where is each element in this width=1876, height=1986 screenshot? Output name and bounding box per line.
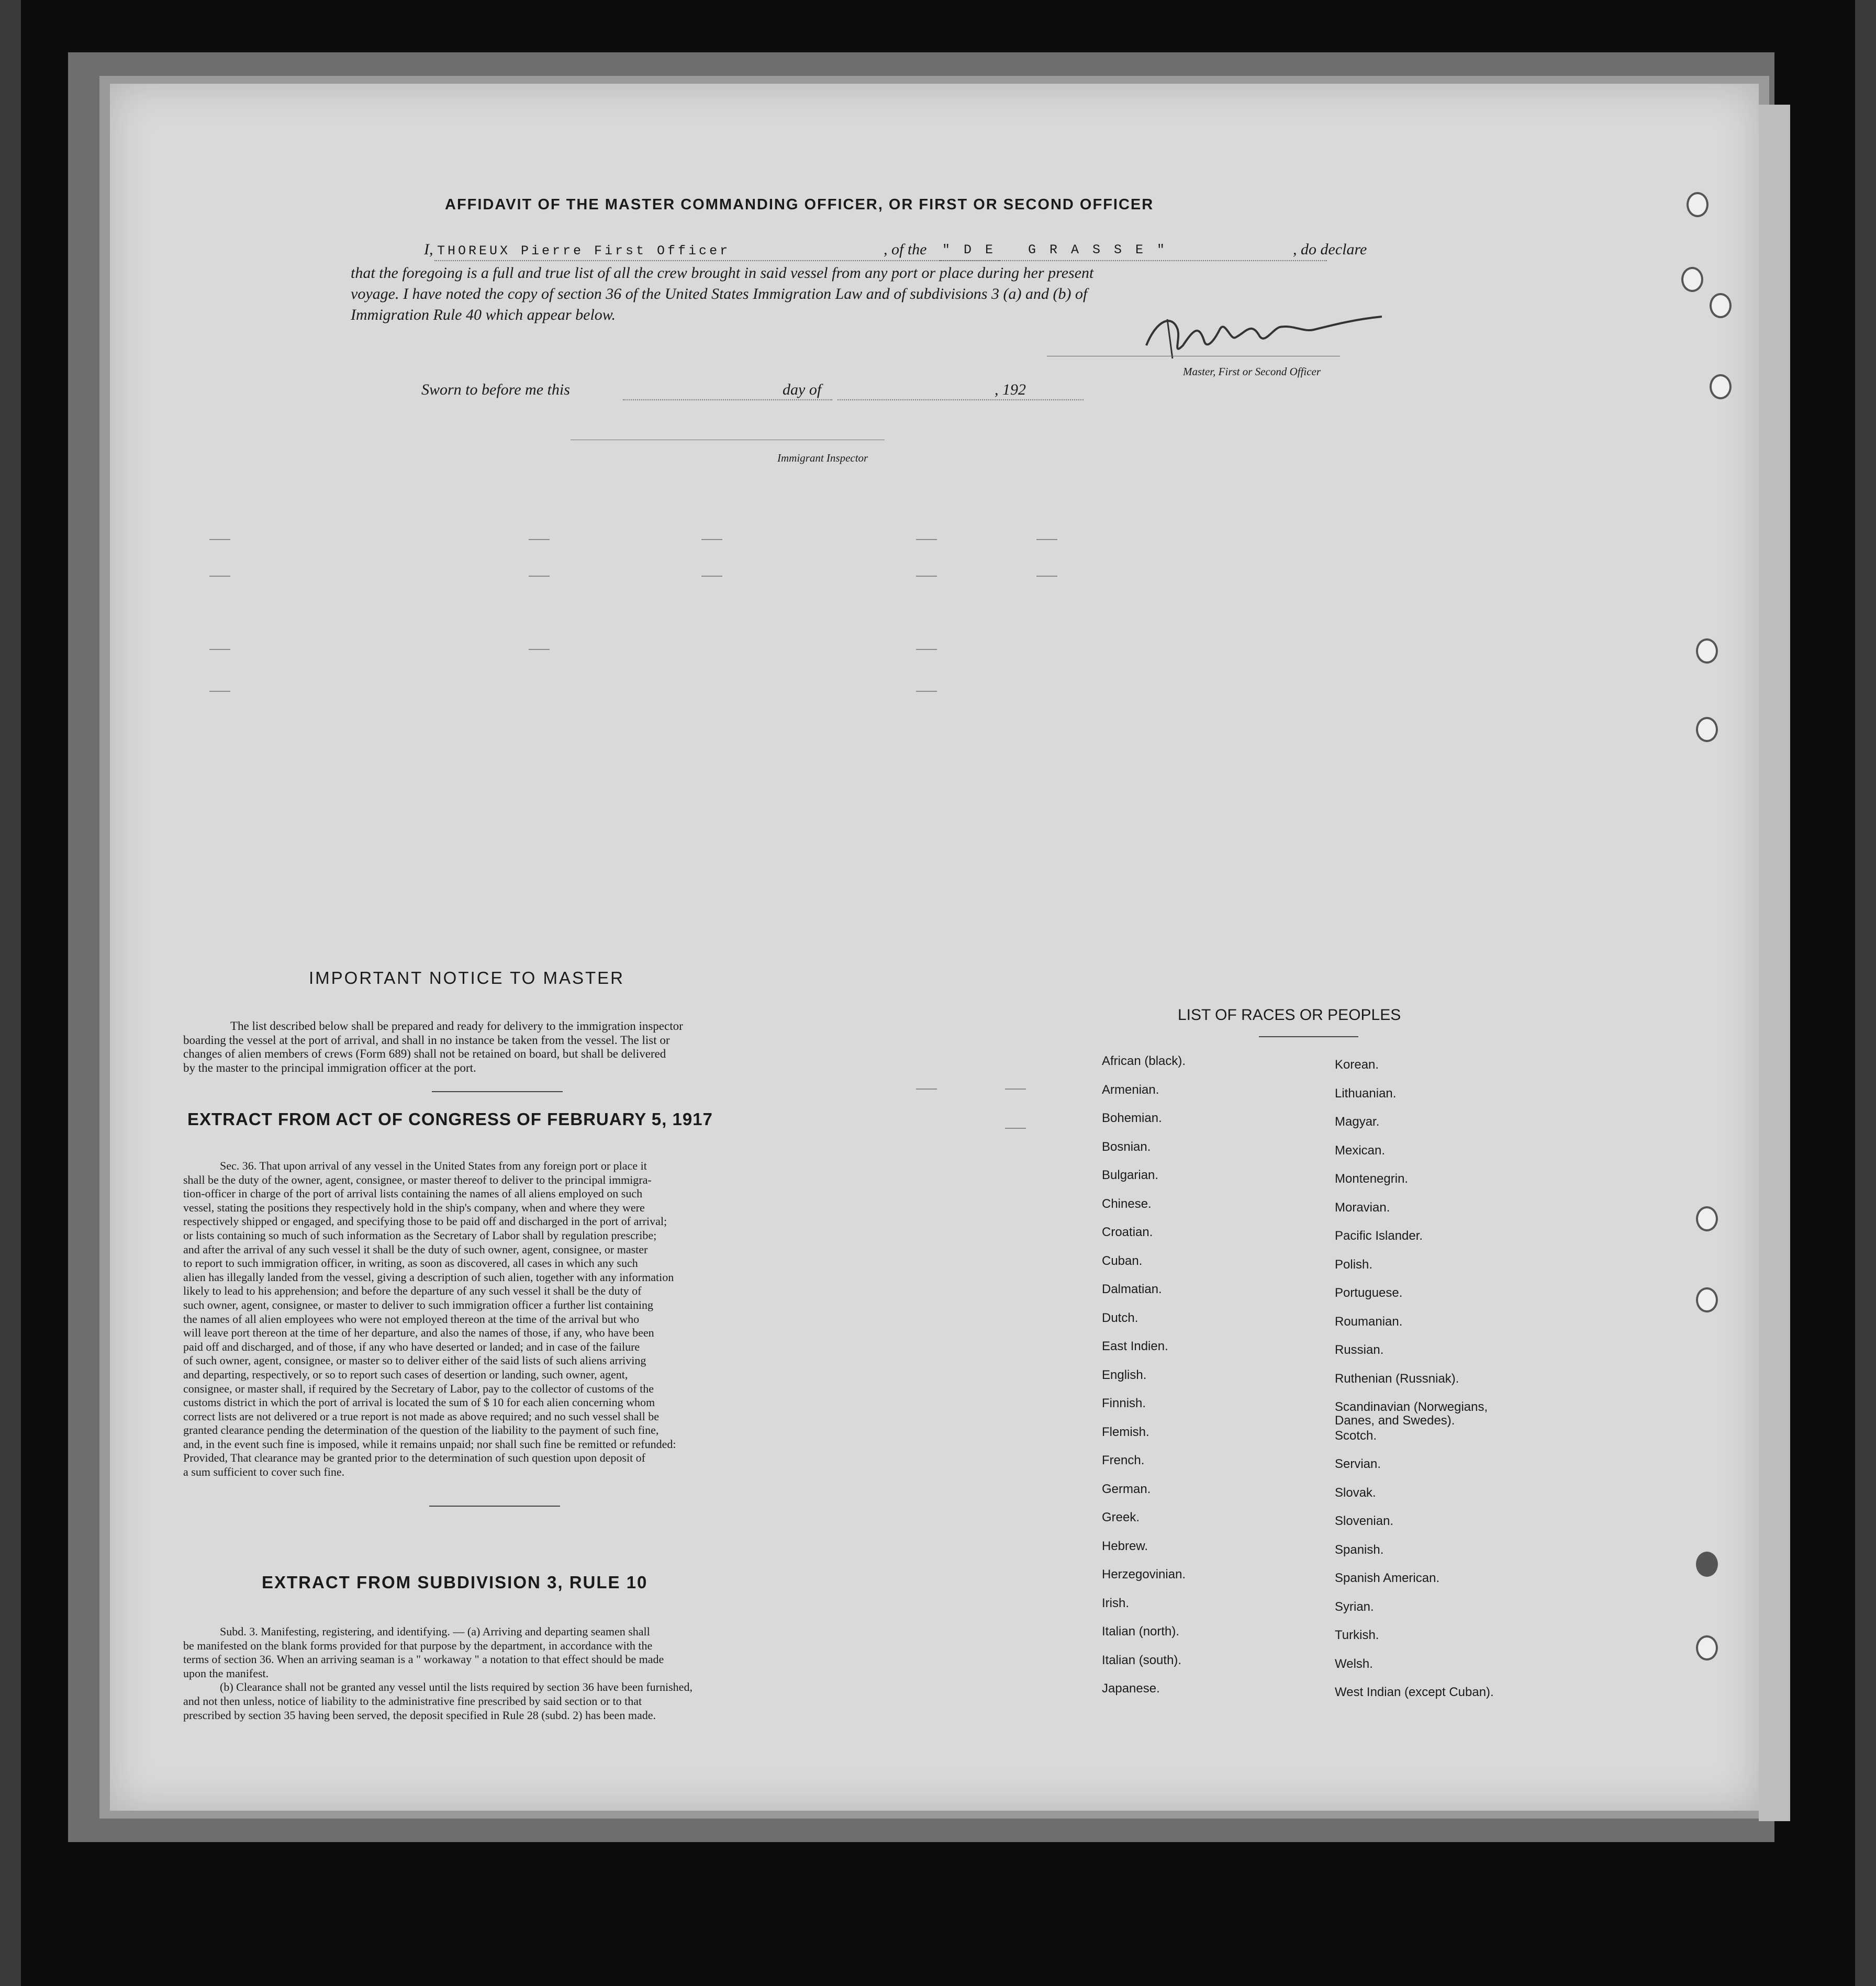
race-item: Montenegrin. [1335, 1172, 1409, 1186]
act-line: tion-officer in charge of the port of arrival lists containing the names of all aliens employed on such [183, 1187, 643, 1200]
race-item: Herzegovinian. [1102, 1567, 1186, 1581]
race-item: Spanish. [1335, 1542, 1384, 1557]
rule-line: be manifested on the blank forms provided for that purpose by the department, in accordance with the [183, 1639, 653, 1652]
notice-line: changes of alien members of crews (Form 689) shall not be retained on board, but shall be delivered [183, 1047, 666, 1061]
race-item: Bosnian. [1102, 1139, 1151, 1154]
act-line: alien has illegally landed from the vessel, giving a description of such alien, together with any information [183, 1270, 674, 1284]
notice-body [183, 1019, 811, 1075]
act-line: likely to lead to his apprehension; and before the departure of any such vessel it shall be the duty of [183, 1284, 642, 1298]
act-line: such owner, agent, consignee, or master to deliver to such immigration officer a further list containing [183, 1298, 654, 1311]
act-line: Sec. 36. That upon arrival of any vessel in the United States from any foreign port or place it [220, 1159, 647, 1172]
bleed-through-mark [209, 691, 230, 692]
race-item: Syrian. [1335, 1599, 1374, 1614]
film-edge-right [1855, 0, 1876, 1986]
bleed-through-mark [529, 539, 550, 540]
race-item: Lithuanian. [1335, 1086, 1397, 1101]
punch-hole [1681, 267, 1703, 292]
race-item: Russian. [1335, 1343, 1384, 1357]
act-extract-title: EXTRACT FROM ACT OF CONGRESS OF FEBRUARY 5, 1917 [187, 1109, 713, 1129]
rule-line: (b) Clearance shall not be granted any vessel until the lists required by section 36 have been furnished, [220, 1680, 693, 1694]
race-item: Flemish. [1102, 1424, 1149, 1439]
act-line: paid off and discharged, and of those, if any who have deserted or landed; and in case of the failure [183, 1340, 640, 1353]
of-the-label: , of the [884, 241, 927, 258]
notice-title: IMPORTANT NOTICE TO MASTER [309, 968, 625, 988]
punch-hole [1696, 1287, 1718, 1312]
race-item: Japanese. [1102, 1681, 1160, 1696]
act-line: granted clearance pending the determination of the question of the liability to the payment of such fine, [183, 1423, 659, 1437]
punch-hole [1696, 717, 1718, 742]
race-item: Slovenian. [1335, 1514, 1394, 1528]
act-line: and, in the event such fine is imposed, while it remains unpaid; nor shall such fine be remitted or refunded: [183, 1437, 676, 1451]
rule-line: terms of section 36. When an arriving seaman is a " workaway " a notation to that effect should be made [183, 1653, 664, 1666]
races-right-column [1335, 1058, 1508, 1714]
act-line: vessel, stating the positions they respectively hold in the ship's company, when and where they were [183, 1200, 645, 1214]
race-item: Hebrew. [1102, 1539, 1148, 1553]
race-item: Armenian. [1102, 1082, 1159, 1097]
act-line: correct lists are not delivered or a true report is not made as above required; and no such vessel shall be [183, 1409, 660, 1423]
bleed-through-mark [529, 576, 550, 577]
race-item: Cuban. [1102, 1253, 1143, 1268]
act-line: and departing, respectively, or so to report such cases of desertion or landing, such owner, agent, [183, 1367, 628, 1381]
act-divider [429, 1506, 560, 1507]
race-item: Portuguese. [1335, 1286, 1403, 1300]
races-divider [1259, 1036, 1358, 1037]
rule-line: prescribed by section 35 having been served, the deposit specified in Rule 28 (subd. 2) has been made. [183, 1708, 656, 1722]
race-item: Irish. [1102, 1596, 1130, 1610]
punch-hole [1696, 1635, 1718, 1660]
punch-hole [1696, 1552, 1718, 1577]
race-item: Magyar. [1335, 1115, 1380, 1129]
race-item: Italian (south). [1102, 1653, 1182, 1667]
bleed-through-mark [701, 539, 722, 540]
race-item: Korean. [1335, 1058, 1379, 1072]
race-item: Scandinavian (Norwegians, Danes, and Swedes). [1335, 1400, 1488, 1428]
act-line: respectively shipped or engaged, and specifying those to be paid off and discharged in the port of arrival; [183, 1215, 667, 1228]
notice-line: by the master to the principal immigration officer at the port. [183, 1061, 476, 1074]
race-item: German. [1102, 1482, 1151, 1496]
act-line: Provided, That clearance may be granted prior to the determination of such question upon deposit of [183, 1451, 646, 1465]
declarant-prefix: I, [424, 241, 433, 258]
sworn-day-line [623, 399, 832, 400]
sworn-month-line [838, 399, 1052, 400]
vessel-name-line [940, 260, 1327, 261]
race-item: Moravian. [1335, 1200, 1390, 1215]
bleed-through-mark [209, 539, 230, 540]
race-item: Mexican. [1335, 1143, 1386, 1158]
affidavit-page [110, 84, 1759, 1811]
race-item: Polish. [1335, 1257, 1373, 1272]
race-item: Bulgarian. [1102, 1168, 1159, 1182]
sworn-prefix: Sworn to before me this [421, 381, 570, 398]
race-item: Chinese. [1102, 1196, 1152, 1211]
act-extract-body [183, 1159, 811, 1479]
race-item: East Indien. [1102, 1339, 1168, 1353]
race-item: Dalmatian. [1102, 1282, 1162, 1296]
race-item: French. [1102, 1453, 1145, 1467]
bleed-through-mark [1036, 576, 1057, 577]
act-line: of such owner, agent, consignee, or master so to deliver either of the said lists of such aliens arriving [183, 1354, 646, 1367]
day-of-label: day of [783, 381, 822, 398]
rule-line: and not then unless, notice of liability to the administrative fine prescribed by said section or to that [183, 1694, 642, 1708]
do-declare-label: , do declare [1293, 241, 1367, 258]
act-line: a sum sufficient to cover such fine. [183, 1465, 345, 1479]
act-line: consignee, or master shall, if required by the Secretary of Labor, pay to the collector of customs of the [183, 1382, 654, 1395]
race-item: Bohemian. [1102, 1111, 1162, 1125]
race-item: African (black). [1102, 1054, 1186, 1068]
year-label: , 192 [995, 381, 1026, 398]
punch-hole [1710, 374, 1732, 399]
affidavit-line-4: Immigration Rule 40 which appear below. [351, 306, 616, 323]
race-item: Scotch. [1335, 1428, 1377, 1443]
act-line: or lists containing so much of such information as the Secretary of Labor shall by regulation prescribe; [183, 1228, 657, 1242]
race-item: Italian (north). [1102, 1624, 1180, 1639]
act-line: and after the arrival of any such vessel it shall be the duty of such owner, agent, consignee, or master [183, 1242, 648, 1256]
races-title: LIST OF RACES OR PEOPLES [1178, 1006, 1401, 1024]
rule-line: Subd. 3. Manifesting, registering, and identifying. — (a) Arriving and departing seamen shall [220, 1625, 650, 1638]
punch-hole [1710, 293, 1732, 318]
officer-signature [1136, 309, 1387, 366]
act-line: to report to such immigration officer, in writing, as soon as discovered, all cases in which any such [183, 1256, 638, 1270]
act-line: customs district in which the port of arrival is located the sum of $ 10 for each alien concerning whom [183, 1396, 655, 1409]
rule-extract-title: EXTRACT FROM SUBDIVISION 3, RULE 10 [262, 1573, 648, 1592]
sworn-year-line [1036, 399, 1084, 400]
affidavit-line-1 [424, 241, 730, 259]
page-edge-strip [1759, 105, 1790, 1821]
bleed-through-mark [916, 576, 937, 577]
affidavit-line-2: that the foregoing is a full and true list of all the crew brought in said vessel from any port or place during her present [351, 264, 1094, 282]
race-item: Roumanian. [1335, 1314, 1403, 1329]
bleed-through-mark [916, 691, 937, 692]
bleed-through-mark [1005, 1089, 1026, 1090]
notice-line: The list described below shall be prepared and ready for delivery to the immigration inspector [230, 1019, 683, 1033]
bleed-through-mark [529, 649, 550, 650]
race-item: Welsh. [1335, 1656, 1373, 1671]
rule-extract-body [183, 1625, 811, 1722]
punch-hole [1696, 1206, 1718, 1231]
bleed-through-mark [1005, 1128, 1026, 1129]
race-item: Dutch. [1102, 1310, 1138, 1325]
bleed-through-mark [916, 539, 937, 540]
race-item: Pacific Islander. [1335, 1229, 1423, 1243]
race-item: Ruthenian (Russniak). [1335, 1371, 1459, 1386]
bleed-through-mark [209, 576, 230, 577]
act-line: will leave port thereon at the time of her departure, and also the names of those, if any, who have been [183, 1326, 654, 1340]
declarant-name: THOREUX Pierre First Officer [437, 243, 731, 259]
race-item: Croatian. [1102, 1225, 1153, 1239]
notice-line: boarding the vessel at the port of arrival, and shall in no instance be taken from the vessel. The list or [183, 1033, 670, 1047]
bleed-through-mark [209, 649, 230, 650]
vessel-name: "DE GRASSE" [942, 242, 1179, 257]
declarant-name-line [434, 260, 1000, 261]
affidavit-title: AFFIDAVIT OF THE MASTER COMMANDING OFFICER, OR FIRST OR SECOND OFFICER [445, 196, 1154, 213]
race-item: English. [1102, 1367, 1147, 1382]
act-line: the names of all alien employees who were not employed thereon at the time of the arrival but who [183, 1312, 640, 1326]
officer-caption: Master, First or Second Officer [1183, 365, 1321, 378]
punch-hole [1696, 638, 1718, 664]
race-item: Spanish American. [1335, 1571, 1440, 1585]
notice-divider [432, 1091, 563, 1092]
race-item: West Indian (except Cuban). [1335, 1685, 1494, 1699]
punch-hole [1687, 192, 1708, 217]
race-item: Greek. [1102, 1510, 1140, 1524]
race-item: Turkish. [1335, 1628, 1379, 1642]
bleed-through-mark [916, 1089, 937, 1090]
bleed-through-mark [916, 649, 937, 650]
inspector-caption: Immigrant Inspector [777, 452, 868, 464]
race-item: Servian. [1335, 1457, 1381, 1471]
race-item: Finnish. [1102, 1396, 1146, 1410]
affidavit-line-3: voyage. I have noted the copy of section 36 of the United States Immigration Law and of subdivisions 3 (a) and (b) of [351, 285, 1088, 302]
rule-line: upon the manifest. [183, 1666, 269, 1680]
film-edge-left [0, 0, 21, 1986]
races-left-column [1102, 1054, 1186, 1711]
act-line: shall be the duty of the owner, agent, consignee, or master thereof to deliver to the principal immigra- [183, 1173, 652, 1186]
bleed-through-mark [1036, 539, 1057, 540]
bleed-through-mark [701, 576, 722, 577]
race-item: Slovak. [1335, 1485, 1376, 1500]
